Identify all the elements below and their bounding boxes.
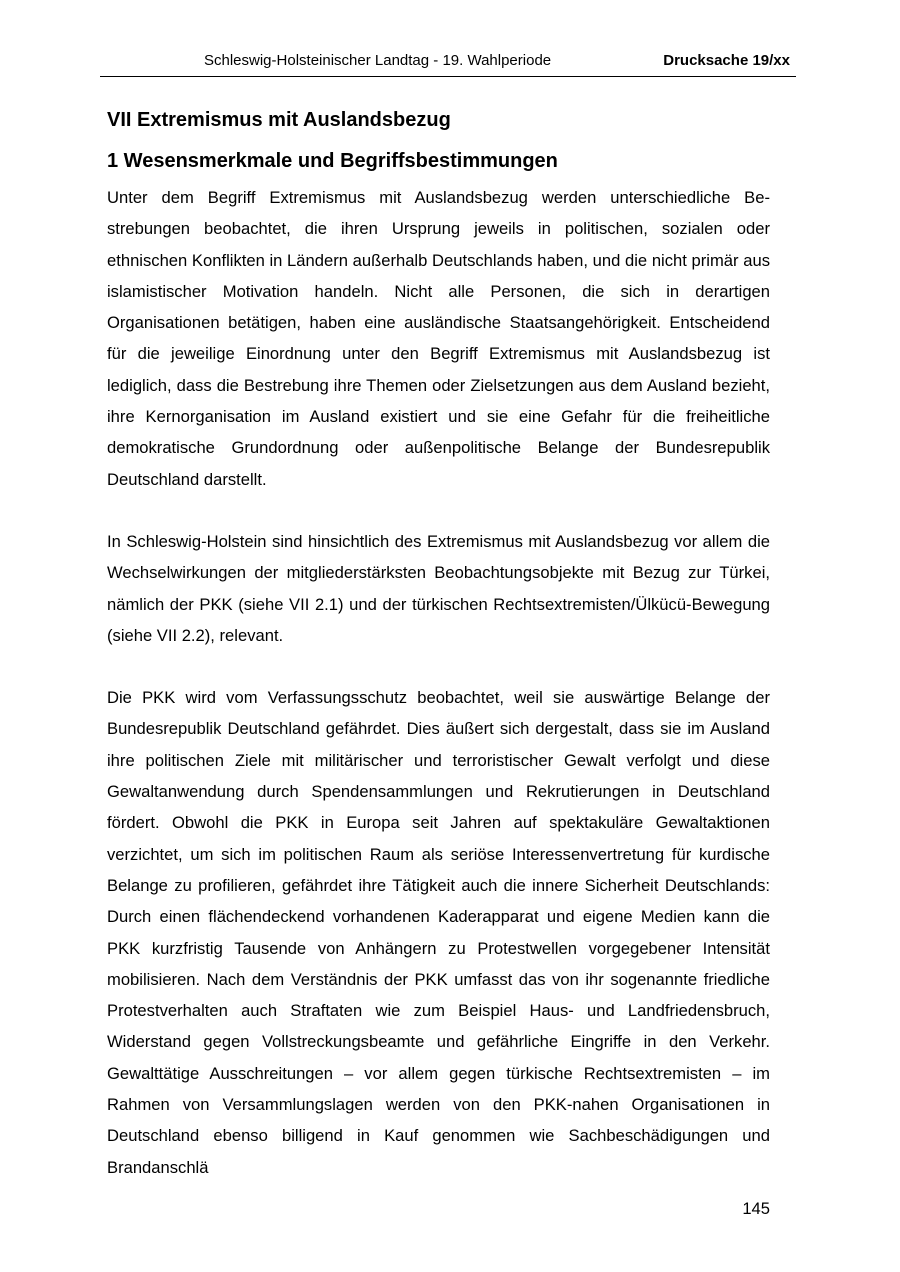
header-title: Schleswig-Holsteinischer Landtag - 19. Wahlperiode [204, 52, 552, 69]
chapter-heading: VII Extremismus mit Auslandsbezug [107, 109, 451, 131]
body-paragraph: Unter dem Begriff Extremismus mit Auslandsbezug werden unterschiedliche Bestrebungen beobachtet, die ihren Ursprung jeweils in politischen, sozialen oder ethnischen Konflikten in Ländern außerhalb Deutschlands haben, und die nicht primär aus islamistischer Motivation handeln. Nicht alle Personen, die sich in derartigen Organisationen betätigen, haben eine ausländische Staatsangehörigkeit. Entscheidend für die jeweilige Einordnung unter den Begriff Extremismus mit Auslandsbezug ist lediglich, dass die Bestrebung ihre Themen oder Zielsetzungen aus dem Ausland bezieht, ihre Kernorganisation im Ausland existiert und sie eine Gefahr für die freiheitliche demokratische Grundordnung oder außenpolitische Belange der Bundesrepublik Deutschland darstellt. [107, 188, 770, 489]
body-paragraph: Die PKK wird vom Verfassungsschutz beobachtet, weil sie auswärtige Belange der Bundesrepublik Deutschland gefährdet. Dies äußert sich dergestalt, dass sie im Ausland ihre politischen Ziele mit militärischer und terroristischer Gewalt verfolgt und diese Gewaltanwendung durch Spendensammlungen und Rekrutierungen in Deutschland fördert. Obwohl die PKK in Europa seit Jahren auf spektakuläre Gewaltaktionen verzichtet, um sich im politischen Raum als seriöse Interessenvertretung für kurdische Belange zu profilieren, gefährdet ihre Tätigkeit auch die innere Sicherheit Deutschlands: Durch einen flächendeckend vorhandenen Kaderapparat und eigene Medien kann die PKK kurzfristig Tausende von Anhängern zu Protestwellen vorgegebener Intensität mobilisieren. Nach dem Verständnis der PKK umfasst das von ihr sogenannte friedliche Protestverhalten auch Straftaten wie zum Beispiel Haus- und Landfriedensbruch, Widerstand gegen Vollstreckungsbeamte und gefährliche Eingriffe in den Verkehr. Gewalttätige Ausschreitungen – vor allem gegen türkische Rechtsextremisten – im Rahmen von Versammlungslagen werden von den PKK-nahen Organisationen in Deutschland ebenso billigend in Kauf genommen wie Sachbeschädigungen und Brandanschlä [107, 688, 770, 1177]
section-heading: 1 Wesensmerkmale und Begriffsbestimmungen [107, 150, 558, 172]
document-number: Drucksache 19/xx [663, 52, 790, 69]
page-number: 145 [742, 1199, 770, 1218]
page-content [107, 100, 770, 1183]
body-paragraph: In Schleswig-Holstein sind hinsichtlich des Extremismus mit Auslandsbezug vor allem die Wechselwirkungen der mitgliederstärksten Beobachtungsobjekte mit Bezug zur Türkei, nämlich der PKK (siehe VII 2.1) und der türkischen Rechtsextremisten/Ülkücü-Bewegung (siehe VII 2.2), relevant. [107, 531, 770, 645]
page-header [100, 50, 796, 77]
